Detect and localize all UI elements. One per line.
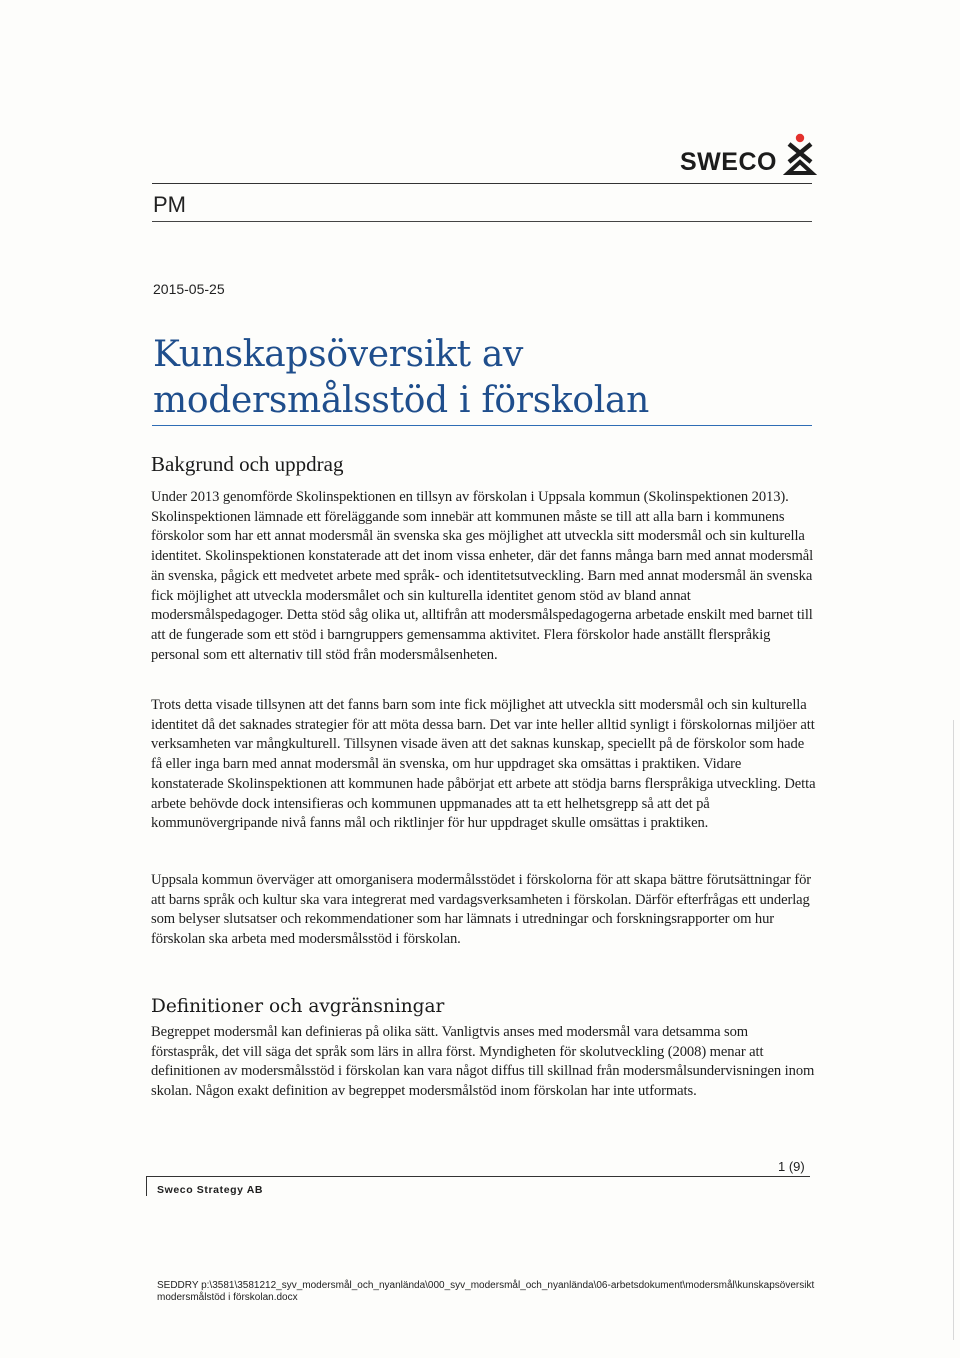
- sweco-logo: [680, 138, 820, 178]
- section-heading-background: Bakgrund och uppdrag: [151, 452, 344, 476]
- section-heading-definitions: Definitioner och avgränsningar: [151, 996, 445, 1017]
- file-path: SEDDRY p:\3581\3581212_syv_modersmål_och_nyanlända\000_syv_modersmål_och_nyanlända\06-arbetsdokument\modersmål\kunskapsöversikt modersmålstöd i förskolan.docx: [157, 1280, 815, 1303]
- header-rule: [152, 183, 812, 184]
- sweco-mark-icon: [783, 132, 817, 176]
- paragraph-background-3: Uppsala kommun överväger att omorganisera modermålsstödet i förskolorna för att skapa bättre förutsättningar för att barns språk och kultur ska vara integrerat med vardagsverksamheten i förskolan. Därför efterfrågas ett underlag som belyser slutsatser och rekommendationer som har lämnats i utredningar och forskningsrapporter om hur förskolan ska arbeta med modersmålsstöd i förskolan.: [151, 872, 812, 948]
- title-rule: [152, 425, 812, 426]
- footer-rule-tick: [146, 1176, 147, 1196]
- paragraph-definitions-1: Begreppet modersmål kan definieras på olika sätt. Vanligtvis anses med modersmål vara detsamma som förstaspråk, det vill säga det språk som lärs in allra först. Myndigheten för skolutveckling (2008) menar att definitionen av modersmålsstöd i förskolan kan vara något diffus till skillnad från modersmålsundervisningen inom skolan. Någon exakt definition av begreppet modersmålstöd inom förskolan har inte utformats.: [151, 1024, 815, 1100]
- header-rule-lower: [152, 221, 812, 222]
- paragraph-background-2: Trots detta visade tillsynen att det fanns barn som inte fick möjlighet att utveckla sitt modersmål och sin kulturella identitet då det saknades strategier för att möta dessa barn. Det var inte heller alltid synligt i förskolornas miljöer att verksamheten var mångkulturell. Tillsynen visade även att det saknas kunskap, speciellt på de förskolor som hade få eller inga barn med annat modersmål än svenska, om hur uppdraget ska omsättas i praktiken. Vidare konstaterade Skolinspektionen att kommunen hade påbörjat ett arbete att stödja barns flerspråkiga utveckling. Detta arbete behövde dock intensifieras och kommunen uppmanades att ta ett helhetsgrepp så att det på kommunövergripande nivå fanns mål och riktlinjer för hur uppdraget skulle omsättas i praktiken.: [151, 697, 816, 832]
- document-type: PM: [153, 192, 186, 217]
- title-line-1: Kunskapsöversikt av: [153, 334, 524, 375]
- scan-edge-line: [953, 720, 954, 1340]
- company-name: Sweco Strategy AB: [157, 1184, 264, 1196]
- document-date: 2015-05-25: [153, 281, 225, 297]
- page-number: 1 (9): [778, 1159, 805, 1174]
- logo-text: SWECO: [680, 148, 777, 176]
- title-line-2: modersmålsstöd i förskolan: [153, 380, 650, 421]
- paragraph-background-1: Under 2013 genomförde Skolinspektionen en tillsyn av förskolan i Uppsala kommun (Skolinspektionen 2013). Skolinspektionen lämnade ett föreläggande som innebär att kommunen måste se till att alla barn i kommunens förskolor som har ett annat modersmål än svenska ska ges möjlighet att utveckla sitt modersmål och sin kulturella identitet. Skolinspektionen konstaterade att det inom vissa enheter, där det fanns många barn med annat modersmål än svenska, pågick ett medvetet arbete med språk- och identitetsutveckling. Barn med annat modersmål än svenska fick möjlighet att utveckla modersmålet och sin kulturella identitet genom stöd av bland annat modersmålspedagoger. Detta stöd såg olika ut, alltifrån att modersmålspedagogerna arbetade enskilt med barnet till att de fungerade som ett stöd i barngruppers gemensamma aktivitet. Flera förskolor hade anställt flerspråkig personal som ett alternativ till stöd från modersmålsenheten.: [151, 489, 814, 663]
- footer-rule: [146, 1176, 810, 1177]
- document-title: [153, 332, 649, 424]
